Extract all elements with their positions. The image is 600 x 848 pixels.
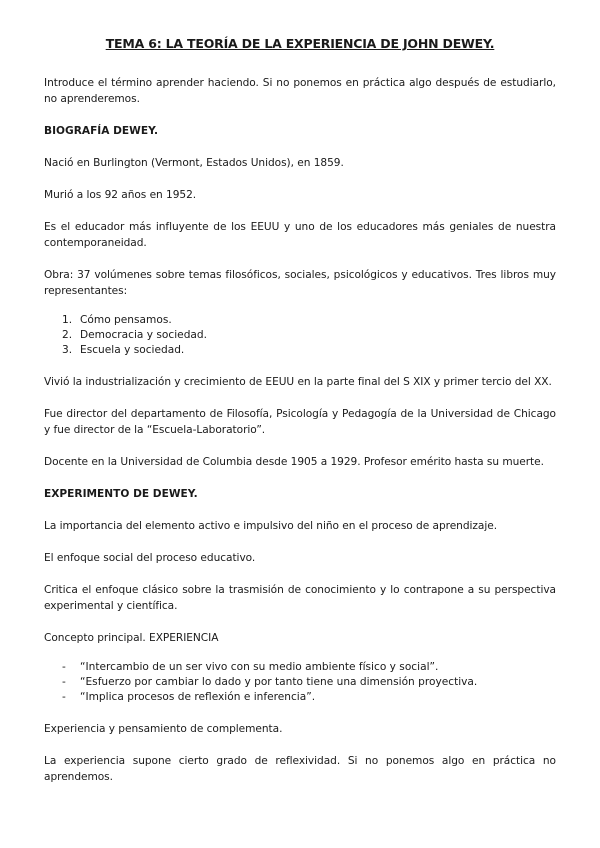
list-number: 3. xyxy=(62,344,73,356)
intro-paragraph: Introduce el término aprender haciendo. Si no ponemos en práctica algo después de estudiarlo, no aprenderemos. xyxy=(44,77,556,105)
bullet-dash: - xyxy=(62,676,66,688)
died-paragraph: Murió a los 92 años en 1952. xyxy=(44,189,197,201)
list-item xyxy=(44,328,556,343)
experiment-paragraph-1: La importancia del elemento activo e impulsivo del niño en el proceso de aprendizaje. xyxy=(44,520,498,532)
experiment-paragraph-3: Critica el enfoque clásico sobre la trasmisión de conocimiento y lo contrapone a su perspectiva experimental y científica. xyxy=(44,584,556,612)
page-title: TEMA 6: LA TEORÍA DE LA EXPERIENCIA DE JOHN DEWEY. xyxy=(105,36,495,51)
biography-heading: BIOGRAFÍA DEWEY. xyxy=(44,125,159,137)
influence-paragraph: Es el educador más influyente de los EEUU y uno de los educadores más geniales de nuestra contemporaneidad. xyxy=(44,221,556,249)
experience-bullets xyxy=(44,660,556,705)
list-number: 2. xyxy=(62,329,73,341)
list-item xyxy=(44,343,556,358)
list-item-text: Cómo pensamos. xyxy=(80,314,172,326)
list-item-text: “Implica procesos de reflexión e inferencia”. xyxy=(80,691,316,703)
concept-paragraph: Concepto principal. EXPERIENCIA xyxy=(44,632,219,644)
list-item-text: Democracia y sociedad. xyxy=(80,329,208,341)
list-item xyxy=(44,690,556,705)
experiment-paragraph-2: El enfoque social del proceso educativo. xyxy=(44,552,256,564)
list-item xyxy=(44,675,556,690)
complement-paragraph: Experiencia y pensamiento de complementa. xyxy=(44,723,283,735)
books-list xyxy=(44,313,556,358)
list-item-text: “Esfuerzo por cambiar lo dado y por tanto tiene una dimensión proyectiva. xyxy=(80,676,478,688)
list-item-text: “Intercambio de un ser vivo con su medio ambiente físico y social”. xyxy=(80,661,439,673)
director-paragraph: Fue director del departamento de Filosofía, Psicología y Pedagogía de la Universidad de Chicago y fue director de la “Escuela-Laboratorio”. xyxy=(44,408,556,436)
works-paragraph: Obra: 37 volúmenes sobre temas filosóficos, sociales, psicológicos y educativos. Tres libros muy representantes: xyxy=(44,269,556,297)
list-item xyxy=(44,660,556,675)
list-number: 1. xyxy=(62,314,73,326)
bullet-dash: - xyxy=(62,691,66,703)
list-item-text: Escuela y sociedad. xyxy=(80,344,185,356)
lived-paragraph: Vivió la industrialización y crecimiento de EEUU en la parte final del S XIX y primer tercio del XX. xyxy=(44,376,552,388)
list-item xyxy=(44,313,556,328)
bullet-dash: - xyxy=(62,661,66,673)
experiment-heading: EXPERIMENTO DE DEWEY. xyxy=(44,488,198,500)
teacher-paragraph: Docente en la Universidad de Columbia desde 1905 a 1929. Profesor emérito hasta su muerte. xyxy=(44,456,544,468)
reflexivity-paragraph: La experiencia supone cierto grado de reflexividad. Si no ponemos algo en práctica no aprendemos. xyxy=(44,755,556,783)
born-paragraph: Nació en Burlington (Vermont, Estados Unidos), en 1859. xyxy=(44,157,344,169)
